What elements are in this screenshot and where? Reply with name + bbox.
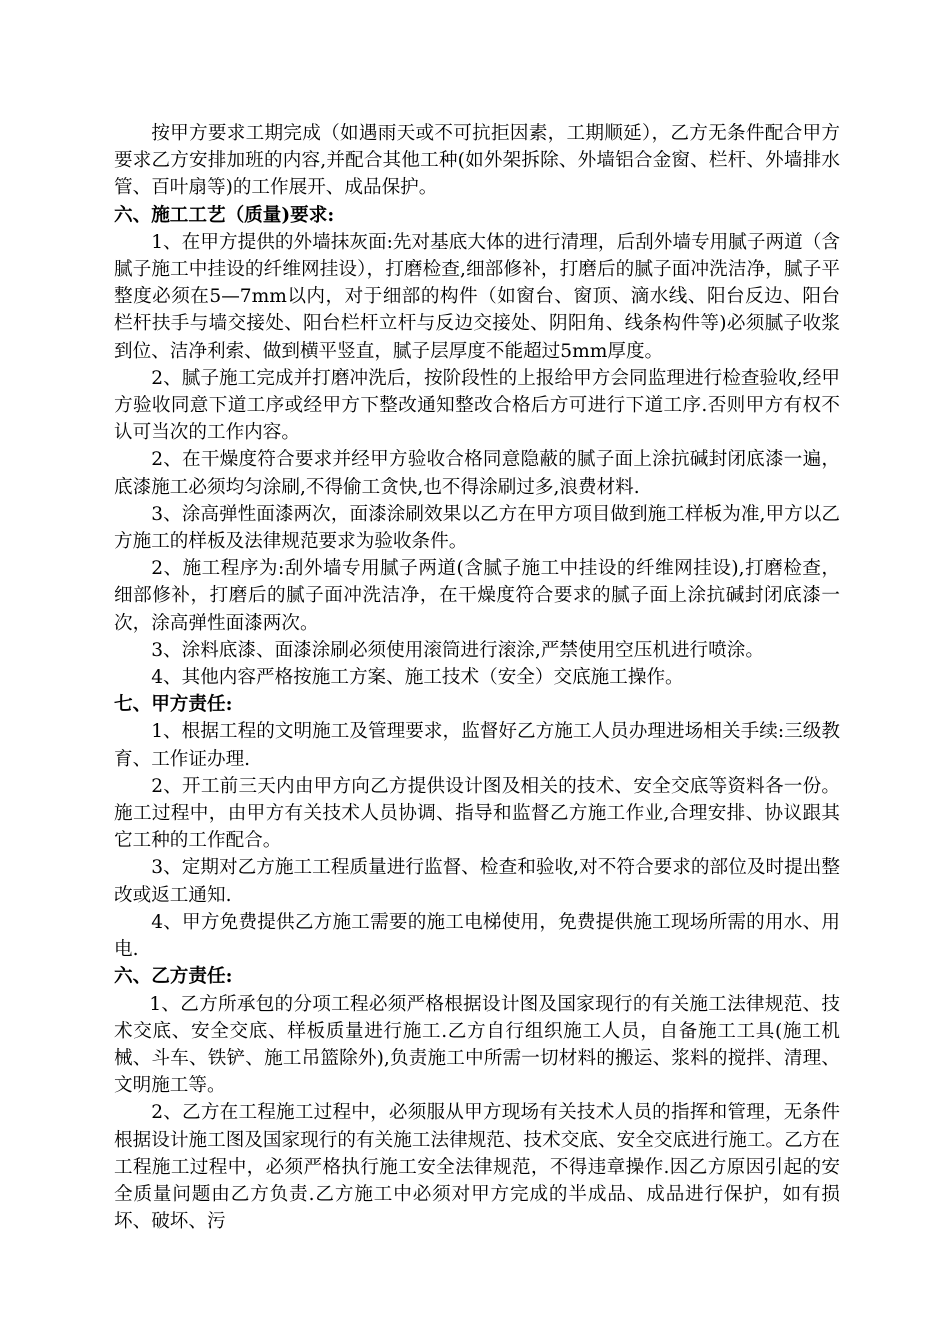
paragraph-topcoat: 3、涂高弹性面漆两次，面漆涂刷效果以乙方在甲方项目做到施工样板为准,甲方以乙方施工的样板及法律规范要求为验收条件。 [114,503,840,553]
section-heading-party-a: 七、甲方责任: [114,694,233,716]
paragraph-procedure: 2、施工程序为:刮外墙专用腻子两道(含腻子施工中挂设的纤维网挂设),打磨检查，细部修补，打磨后的腻子面冲洗洁净，在干燥度符合要求的腻子面上涂抗碱封闭底漆一次，涂高弹性面漆两次。 [114,558,840,634]
paragraph-party-b-1: 1、乙方所承包的分项工程必须严格根据设计图及国家现行的有关施工法律规范、技术交底、安全交底、样板质量进行施工.乙方自行组织施工人员，自备施工工具(施工机械、斗车、铁铲、施工吊篮除外),负责施工中所需一切材料的搬运、浆料的搅拌、清理、文明施工等。 [114,993,840,1097]
paragraph-party-b-2: 2、乙方在工程施工过程中，必须服从甲方现场有关技术人员的指挥和管理，无条件根据设计施工图及国家现行的有关施工法律规范、技术交底、安全交底进行施工。乙方在工程施工过程中，必须严格执行施工安全法律规范，不得违章操作.因乙方原因引起的安全质量问题由乙方负责.乙方施工中必须对甲方完成的半成品、成品进行保护，如有损坏、破坏、污 [114,1102,840,1233]
paragraph-other: 4、其他内容严格按施工方案、施工技术（安全）交底施工操作。 [151,667,684,689]
paragraph-party-a-2: 2、开工前三天内由甲方向乙方提供设计图及相关的技术、安全交底等资料各一份。施工过程中，由甲方有关技术人员协调、指导和监督乙方施工作业,合理安排、协议跟其它工种的工作配合。 [114,775,840,852]
section-heading-process-quality: 六、施工工艺（质量)要求: [114,204,335,226]
paragraph-primer: 2、在干燥度符合要求并经甲方验收合格同意隐蔽的腻子面上涂抗碱封闭底漆一遍，底漆施工必须均匀涂刷,不得偷工贪快,也不得涂刷过多,浪费材料. [114,449,840,498]
paragraph-party-a-1: 1、根据工程的文明施工及管理要求，监督好乙方施工人员办理进场相关手续:三级教育、工作证办理. [114,721,840,770]
paragraph-putty-work: 1、在甲方提供的外墙抹灰面:先对基底大体的进行清理，后刮外墙专用腻子两道（含腻子施工中挂设的纤维网挂设），打磨检查,细部修补，打磨后的腻子面冲洗洁净，腻子平整度必须在5—7mm以内，对于细部的构件（如窗台、窗顶、滴水线、阳台反边、阳台栏杆扶手与墙交接处、阳台栏杆立杆与反边交接处、阴阳角、线条构件等)必须腻子收浆到位、洁净利索、做到横平竖直，腻子层厚度不能超过5mm厚度。 [114,231,840,362]
paragraph-party-a-4: 4、甲方免费提供乙方施工需要的施工电梯使用，免费提供施工现场所需的用水、用电. [114,911,840,961]
paragraph-roller: 3、涂料底漆、面漆涂刷必须使用滚筒进行滚涂,严禁使用空压机进行喷涂。 [151,639,764,661]
section-heading-party-b: 六、乙方责任: [114,966,233,988]
paragraph-schedule: 按甲方要求工期完成（如遇雨天或不可抗拒因素，工期顺延），乙方无条件配合甲方要求乙方安排加班的内容,并配合其他工种(如外架拆除、外墙铝合金窗、栏杆、外墙排水管、百叶扇等)的工作展开、成品保护。 [114,123,840,199]
paragraph-party-a-3: 3、定期对乙方施工工程质量进行监督、检查和验收,对不符合要求的部位及时提出整改或返工通知. [114,857,840,906]
paragraph-inspection: 2、腻子施工完成并打磨冲洗后，按阶段性的上报给甲方会同监理进行检查验收,经甲方验收同意下道工序或经甲方下整改通知整改合格后方可进行下道工序.否则甲方有权不认可当次的工作内容。 [114,367,840,444]
document-page [114,120,840,1235]
